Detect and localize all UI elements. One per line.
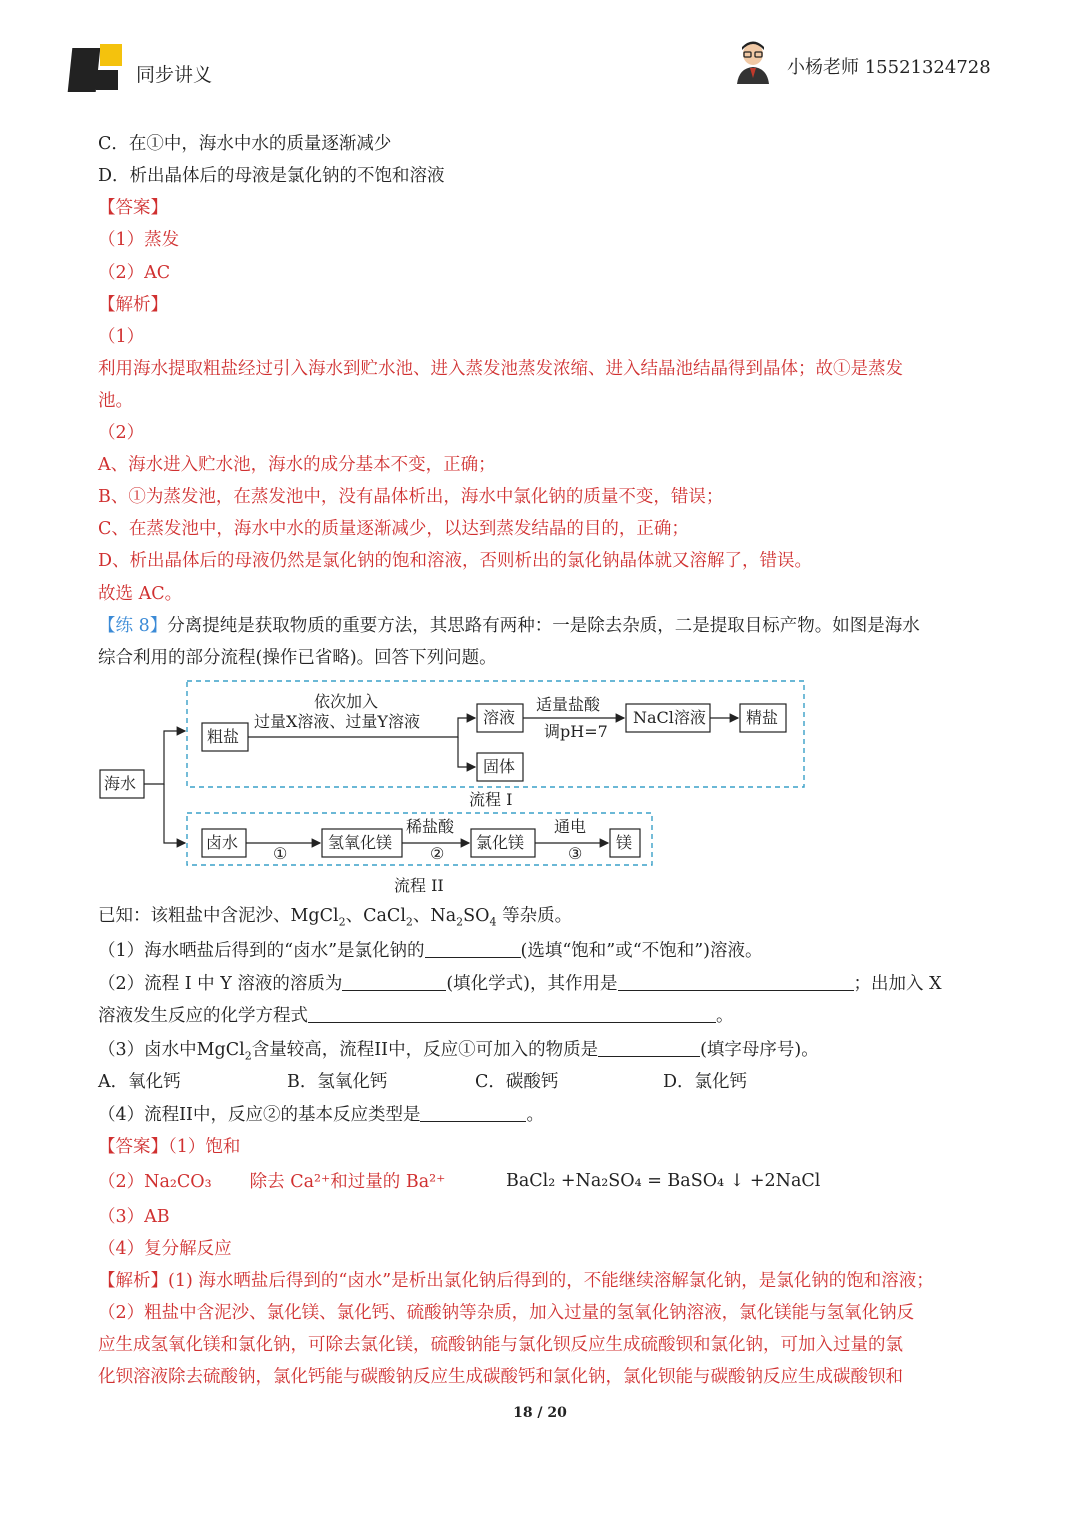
analysis-1-text-b: 池。	[98, 391, 133, 411]
question-3-text-a: （3）卤水中	[98, 1040, 197, 1060]
option-a: A．氧化钙	[98, 1072, 181, 1092]
analysis-8-line-3: 应生成氢氧化镁和氯化钠，可除去氯化镁，硫酸钠能与氯化钡反应生成硫酸钡和氯化钠，可加入过量的氯	[98, 1335, 903, 1355]
analysis-2-label: （2）	[98, 423, 145, 443]
answer-8-4: （4）复分解反应	[98, 1239, 232, 1259]
label-nacl: NaCl溶液	[633, 708, 706, 727]
known-prefix: 已知：该粗盐中含泥沙、	[98, 906, 291, 926]
answer-8-2-label: （2）	[98, 1172, 145, 1192]
header-title: 同步讲义	[136, 64, 213, 86]
analysis-1-label: （1）	[98, 327, 145, 347]
known-sub: 4	[489, 915, 497, 929]
page-header	[0, 0, 1080, 110]
question-2-line-b	[98, 1004, 734, 1028]
known-sub: 2	[338, 915, 346, 929]
option-b: B．氢氧化钙	[287, 1072, 388, 1092]
question-4	[98, 1103, 544, 1127]
option-d-line: D．析出晶体后的母液是氯化钠的不饱和溶液	[98, 166, 445, 186]
label-xiyansuan: 稀盐酸	[406, 817, 455, 836]
teacher-avatar-icon	[735, 40, 771, 84]
label-jingyan: 精盐	[746, 708, 779, 727]
option-c-line: C．在①中，海水中水的质量逐渐减少	[98, 134, 392, 154]
label-tongdian: 通电	[554, 817, 587, 836]
analysis-2-a: A、海水进入贮水池，海水的成分基本不变，正确；	[98, 455, 496, 475]
answer-8-tag: 【答案】	[98, 1137, 168, 1157]
known-suffix: 等杂质。	[502, 906, 573, 926]
analysis-2-b: B、①为蒸发池，在蒸发池中，没有晶体析出，海水中氯化钠的质量不变，错误；	[98, 487, 724, 507]
question-3	[98, 1038, 819, 1069]
label-step-1: ①	[273, 844, 288, 863]
known-cacl: CaCl	[363, 906, 406, 926]
known-sub: 2	[456, 915, 464, 929]
question-3-sub: 2	[244, 1049, 252, 1063]
known-na: Na	[430, 906, 457, 926]
analysis-2-c: C、在蒸发池中，海水中水的质量逐渐减少，以达到蒸发结晶的目的，正确；	[98, 519, 689, 539]
label-rongye: 溶液	[483, 708, 516, 727]
label-step-3: ③	[568, 844, 583, 863]
question-1-text-a: （1）海水晒盐后得到的“卤水”是氯化钠的	[98, 941, 425, 961]
answer-blank-2c[interactable]	[308, 1004, 716, 1023]
question-1	[98, 939, 762, 963]
question-2-text-b: (填化学式)，其作用是	[446, 974, 618, 994]
known-so: SO	[463, 906, 490, 926]
question-3-mgcl: MgCl	[196, 1040, 245, 1060]
label-mgoh: 氢氧化镁	[328, 833, 393, 852]
question-8-intro	[98, 614, 920, 638]
label-guti: 固体	[483, 757, 516, 776]
label-flow-2: 流程 II	[394, 876, 444, 895]
answer-blank-3[interactable]	[598, 1038, 700, 1057]
answer-8-1: （1）饱和	[168, 1137, 241, 1157]
option-d: D．氯化钙	[663, 1072, 748, 1092]
answer-8-2-ions: 除去 Ca²⁺和过量的 Ba²⁺	[249, 1172, 446, 1192]
question-8-text-b: 综合利用的部分流程(操作已省略)。回答下列问题。	[98, 648, 497, 668]
question-2-text-d: 溶液发生反应的化学方程式	[98, 1006, 308, 1026]
question-2-text-a: （2）流程 I 中 Y 溶液的溶质为	[98, 974, 343, 994]
answer-blank-2a[interactable]	[342, 972, 446, 991]
answer-1: （1）蒸发	[98, 230, 180, 250]
known-line: 已知：该粗盐中含泥沙、MgCl$_2$、CaCl$_2$、$Na_2SO_4$ 等杂质。	[98, 906, 573, 929]
analysis-8-line-4: 化钡溶液除去硫酸钠，氯化钙能与碳酸钠反应生成碳酸钙和氯化钠，氯化钡能与碳酸钠反应生成碳酸钡和	[98, 1367, 903, 1387]
question-4-text-a: （4）流程II中，反应②的基本反应类型是	[98, 1105, 421, 1125]
label-flow-1: 流程 I	[469, 790, 513, 809]
page-number: 18 / 20	[513, 1405, 567, 1421]
option-c: C．碳酸钙	[475, 1072, 559, 1092]
answer-blank-2b[interactable]	[618, 972, 854, 991]
question-8-tag: 【练 8】	[98, 616, 168, 636]
label-cuyan: 粗盐	[207, 727, 240, 746]
analysis-2-e: 故选 AC。	[98, 584, 183, 604]
teacher-contact: 小杨老师 15521324728	[787, 57, 991, 78]
label-hcl: 适量盐酸	[536, 695, 601, 714]
label-mei: 镁	[616, 833, 633, 852]
label-ph: 调pH=7	[544, 722, 608, 741]
answer-blank-4[interactable]	[420, 1103, 526, 1122]
question-2-line-a	[98, 972, 942, 996]
question-2-text-c: ；出加入 X	[853, 974, 942, 994]
known-sub: 2	[405, 915, 413, 929]
question-2-text-e: 。	[716, 1006, 734, 1026]
label-step-2: ②	[430, 844, 445, 863]
analysis-8-line-1	[98, 1269, 934, 1293]
flow-diagram	[96, 676, 816, 908]
label-mgcl: 氯化镁	[476, 833, 525, 852]
answer-8-3: （3）AB	[98, 1207, 170, 1227]
analysis-1-text-a: 利用海水提取粗盐经过引入海水到贮水池、进入蒸发池蒸发浓缩、进入结晶池结晶得到晶体；故①是蒸发	[98, 359, 903, 379]
answer-8-equation: BaCl₂ +Na₂SO₄ = BaSO₄ ↓ +2NaCl	[506, 1171, 821, 1191]
label-add2: 过量X溶液、过量Y溶液	[254, 712, 420, 731]
answer-tag: 【答案】	[98, 198, 168, 218]
question-3-text-c: (填字母序号)。	[700, 1040, 819, 1060]
analysis-tag: 【解析】	[98, 295, 168, 315]
label-lushui: 卤水	[206, 833, 239, 852]
analysis-8-text-1: (1) 海水晒盐后得到的“卤水”是析出氯化钠后得到的，不能继续溶解氯化钠，是氯化钠的饱和溶液；	[168, 1271, 934, 1291]
question-3-text-b: 含量较高，流程II中，反应①可加入的物质是	[251, 1040, 599, 1060]
logo-icon	[70, 44, 122, 94]
answer-8-line-2	[98, 1170, 445, 1194]
answer-8-line-1	[98, 1135, 240, 1159]
analysis-2-d: D、析出晶体后的母液仍然是氯化钠的饱和溶液，否则析出的氯化钠晶体就又溶解了，错误。	[98, 551, 813, 571]
question-8-text-a: 分离提纯是获取物质的重要方法，其思路有两种：一是除去杂质，二是提取目标产物。如图是海水	[167, 616, 920, 636]
question-4-text-b: 。	[526, 1105, 544, 1125]
answer-8-2-formula: Na₂CO₃	[144, 1172, 212, 1192]
analysis-8-line-2: （2）粗盐中含泥沙、氯化镁、氯化钙、硫酸钠等杂质，加入过量的氢氧化钠溶液，氯化镁能与氢氧化钠反	[98, 1303, 915, 1323]
known-mgcl: MgCl	[290, 906, 339, 926]
label-haishui: 海水	[104, 774, 137, 793]
question-1-text-b: (选填“饱和”或“不饱和”)溶液。	[520, 941, 763, 961]
answer-blank-1[interactable]	[425, 939, 521, 958]
analysis-8-tag: 【解析】	[98, 1271, 168, 1291]
answer-2: （2）AC	[98, 263, 171, 283]
label-add1: 依次加入	[314, 692, 379, 711]
